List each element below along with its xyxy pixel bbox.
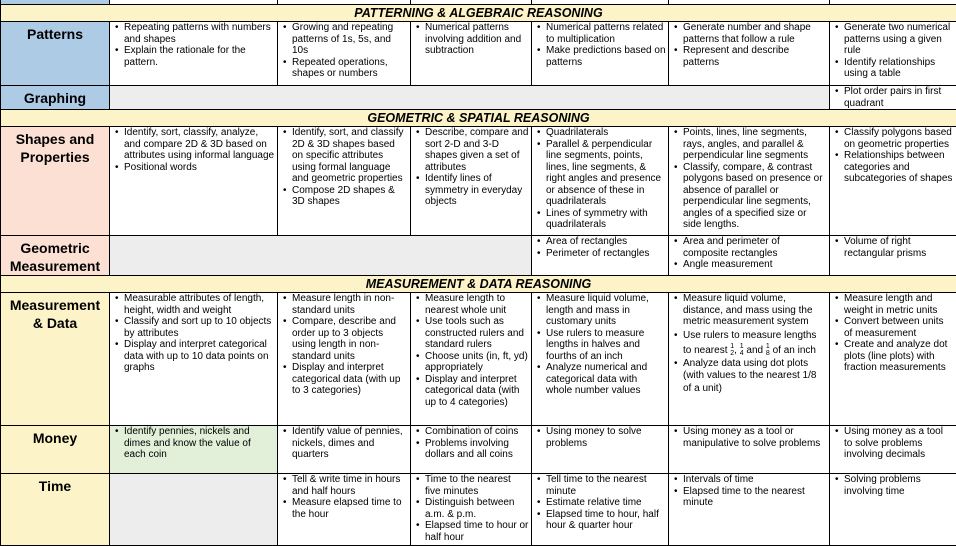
fraction: 1 8 xyxy=(766,343,770,357)
bullet: • Measure liquid volume, distance, and mass using the metric measurement system xyxy=(683,293,827,328)
bullet: • Perimeter of rectangles xyxy=(546,248,666,260)
bullet: • Compose 2D shapes & 3D shapes xyxy=(292,185,408,208)
bullet: • Measurable attributes of length, height, width and weight xyxy=(124,293,275,316)
bullet: • Parallel & perpendicular line segments, points, lines, line segments, & right angles and presence or absence of these in quadrilaterals xyxy=(546,139,666,208)
bullet: • Area and perimeter of composite rectangles xyxy=(683,236,827,259)
cell xyxy=(532,127,669,236)
cell xyxy=(532,22,669,86)
cell xyxy=(830,426,956,474)
bullet: • Solving problems involving time xyxy=(844,474,954,497)
section-row xyxy=(1,5,956,22)
bullet: • Angle measurement xyxy=(683,259,827,271)
cell xyxy=(669,293,830,426)
bullet: • Tell & write time in hours and half hours xyxy=(292,474,408,497)
bullet: • Generate two numerical patterns using a given rule xyxy=(844,22,954,57)
bullet: • Using money as a tool to solve problems involving decimals xyxy=(844,426,954,461)
bullet: • Estimate relative time xyxy=(546,497,666,509)
bullet: • Identify, sort, and classify 2D & 3D shapes based on specific attributes using formal language and geometric properties xyxy=(292,127,408,185)
row-geometric-measurement xyxy=(1,236,956,276)
row-money xyxy=(1,426,956,474)
bullet: • Use rulers to measure lengths in halves and fourths of an inch xyxy=(546,328,666,363)
cell xyxy=(278,474,411,546)
section-header: GEOMETRIC & SPATIAL REASONING xyxy=(1,110,956,127)
bullet: • Lines of symmetry with quadrilaterals xyxy=(546,208,666,231)
bullet: • Classify, compare, & contrast polygons based on presence or absence of parallel or perpendicular line segments, angles of a specified size or side lengths. xyxy=(683,162,827,231)
bullet: • Identify lines of symmetry in everyday objects xyxy=(425,173,529,208)
fraction: 1 2 xyxy=(730,343,734,357)
bullet: • Identify, sort, classify, analyze, and compare 2D & 3D based on attributes using informal language xyxy=(124,127,275,162)
row-label: Money xyxy=(1,426,110,474)
row-label: Time xyxy=(1,474,110,546)
bullet: • Identify relationships using a table xyxy=(844,57,954,80)
cell xyxy=(669,474,830,546)
cell xyxy=(532,293,669,426)
bullet: • Intervals of time xyxy=(683,474,827,486)
bullet: • Display and interpret categorical data (with up to 4 categories) xyxy=(425,374,529,409)
cell xyxy=(411,127,532,236)
bullet: • Tell time to the nearest minute xyxy=(546,474,666,497)
bullet: • Measure liquid volume, length and mass in customary units xyxy=(546,293,666,328)
bullet: • Identify pennies, nickels and dimes and know the value of each coin xyxy=(124,426,275,461)
bullet: • Classify and sort up to 10 objects by attributes xyxy=(124,316,275,339)
bullet: • Distinguish between a.m. & p.m. xyxy=(425,497,529,520)
cell xyxy=(278,426,411,474)
bullet: • Measure length to nearest whole unit xyxy=(425,293,529,316)
row-shapes xyxy=(1,127,956,236)
bullet: • Repeated operations, shapes or numbers xyxy=(292,57,408,80)
bullet-fraction: • Use rulers to measure lengths to nearest 1 2, 1 4 and 1 8 of an inch xyxy=(683,328,827,358)
empty-cell xyxy=(110,474,278,546)
bullet: • Plot order pairs in first quadrant xyxy=(844,86,954,109)
cell xyxy=(411,426,532,474)
bullet: • Numerical patterns involving addition and subtraction xyxy=(425,22,529,57)
bullet: • Analyze data using dot plots (with values to the nearest 1/8 of a unit) xyxy=(683,358,827,396)
cell xyxy=(110,426,278,474)
bullet: • Display and interpret categorical data with up to 10 data points on graphs xyxy=(124,339,275,374)
cell xyxy=(278,127,411,236)
bullet: • Analyze numerical and categorical data with whole number values xyxy=(546,362,666,397)
bullet: • Create and analyze dot plots (line plots) with fraction measurements xyxy=(844,339,954,374)
bullet: • Elapsed time to the nearest minute xyxy=(683,486,827,509)
bullet: • Classify polygons based on geometric properties xyxy=(844,127,954,150)
section-row xyxy=(1,276,956,293)
bullet: • Using money to solve problems xyxy=(546,426,666,449)
bullet: • Measure length in non-standard units xyxy=(292,293,408,316)
bullet: • Elapsed time to hour, half hour & quarter hour xyxy=(546,509,666,532)
bullet: • Positional words xyxy=(124,162,275,174)
row-measurement-data xyxy=(1,293,956,426)
row-label: Patterns xyxy=(1,22,110,86)
cell xyxy=(411,474,532,546)
bullet: • Represent and describe patterns xyxy=(683,45,827,68)
bullet: • Problems involving dollars and all coins xyxy=(425,438,529,461)
cell xyxy=(278,293,411,426)
cell xyxy=(532,474,669,546)
cell xyxy=(669,127,830,236)
row-graphing xyxy=(1,86,956,110)
empty-cell xyxy=(110,86,830,110)
bullet: • Area of rectangles xyxy=(546,236,666,248)
empty-cell xyxy=(110,236,532,276)
bullet: • Make predictions based on patterns xyxy=(546,45,666,68)
cell xyxy=(411,293,532,426)
bullet: • Growing and repeating patterns of 1s, 5s, and 10s xyxy=(292,22,408,57)
bullet: • Choose units (in, ft, yd) appropriately xyxy=(425,351,529,374)
section-header: MEASUREMENT & DATA REASONING xyxy=(1,276,956,293)
bullet: • Relationships between categories and subcategories of shapes xyxy=(844,150,954,185)
section-header: PATTERNING & ALGEBRAIC REASONING xyxy=(1,5,956,22)
bullet: • Points, lines, line segments, rays, angles, and parallel & perpendicular line segments xyxy=(683,127,827,162)
row-label: Measurement & Data xyxy=(1,293,110,426)
cell xyxy=(278,22,411,86)
fraction: 1 4 xyxy=(740,343,744,357)
cell xyxy=(830,22,956,86)
cell xyxy=(110,127,278,236)
cell xyxy=(669,236,830,276)
bullet: • Describe, compare and sort 2-D and 3-D shapes given a set of attributes xyxy=(425,127,529,173)
row-time xyxy=(1,474,956,546)
cell xyxy=(669,426,830,474)
cell xyxy=(669,22,830,86)
cell xyxy=(411,22,532,86)
row-label: Geometric Measurement xyxy=(1,236,110,276)
bullet: • Repeating patterns with numbers and shapes xyxy=(124,22,275,45)
bullet: • Using money as a tool or manipulative to solve problems xyxy=(683,426,827,449)
cell xyxy=(532,426,669,474)
row-patterns xyxy=(1,22,956,86)
cell xyxy=(830,86,956,110)
bullet: • Use tools such as constructed rulers and standard rulers xyxy=(425,316,529,351)
bullet: • Explain the rationale for the pattern. xyxy=(124,45,275,68)
row-label: Shapes and Properties xyxy=(1,127,110,236)
bullet: • Quadrilaterals xyxy=(546,127,666,139)
section-row xyxy=(1,110,956,127)
bullet: • Display and interpret categorical data (with up to 3 categories) xyxy=(292,362,408,397)
bullet: • Volume of right rectangular prisms xyxy=(844,236,954,259)
cell xyxy=(830,236,956,276)
cell xyxy=(110,293,278,426)
bullet: • Numerical patterns related to multiplication xyxy=(546,22,666,45)
cell xyxy=(830,293,956,426)
cell xyxy=(830,127,956,236)
bullet: • Combination of coins xyxy=(425,426,529,438)
bullet: • Convert between units of measurement xyxy=(844,316,954,339)
cell xyxy=(532,236,669,276)
bullet: • Measure length and weight in metric units xyxy=(844,293,954,316)
bullet: • Identify value of pennies, nickels, dimes and quarters xyxy=(292,426,408,461)
row-label: Graphing xyxy=(1,86,110,110)
bullet: • Time to the nearest five minutes xyxy=(425,474,529,497)
bullet: • Measure elapsed time to the hour xyxy=(292,497,408,520)
cell xyxy=(830,474,956,546)
bullet: • Compare, describe and order up to 3 objects using length in non-standard units xyxy=(292,316,408,362)
bullet: • Elapsed time to hour or half hour xyxy=(425,520,529,543)
cell xyxy=(110,22,278,86)
bullet-text: Use rulers to measure lengths to nearest xyxy=(683,330,816,356)
bullet: • Generate number and shape patterns that follow a rule xyxy=(683,22,827,45)
